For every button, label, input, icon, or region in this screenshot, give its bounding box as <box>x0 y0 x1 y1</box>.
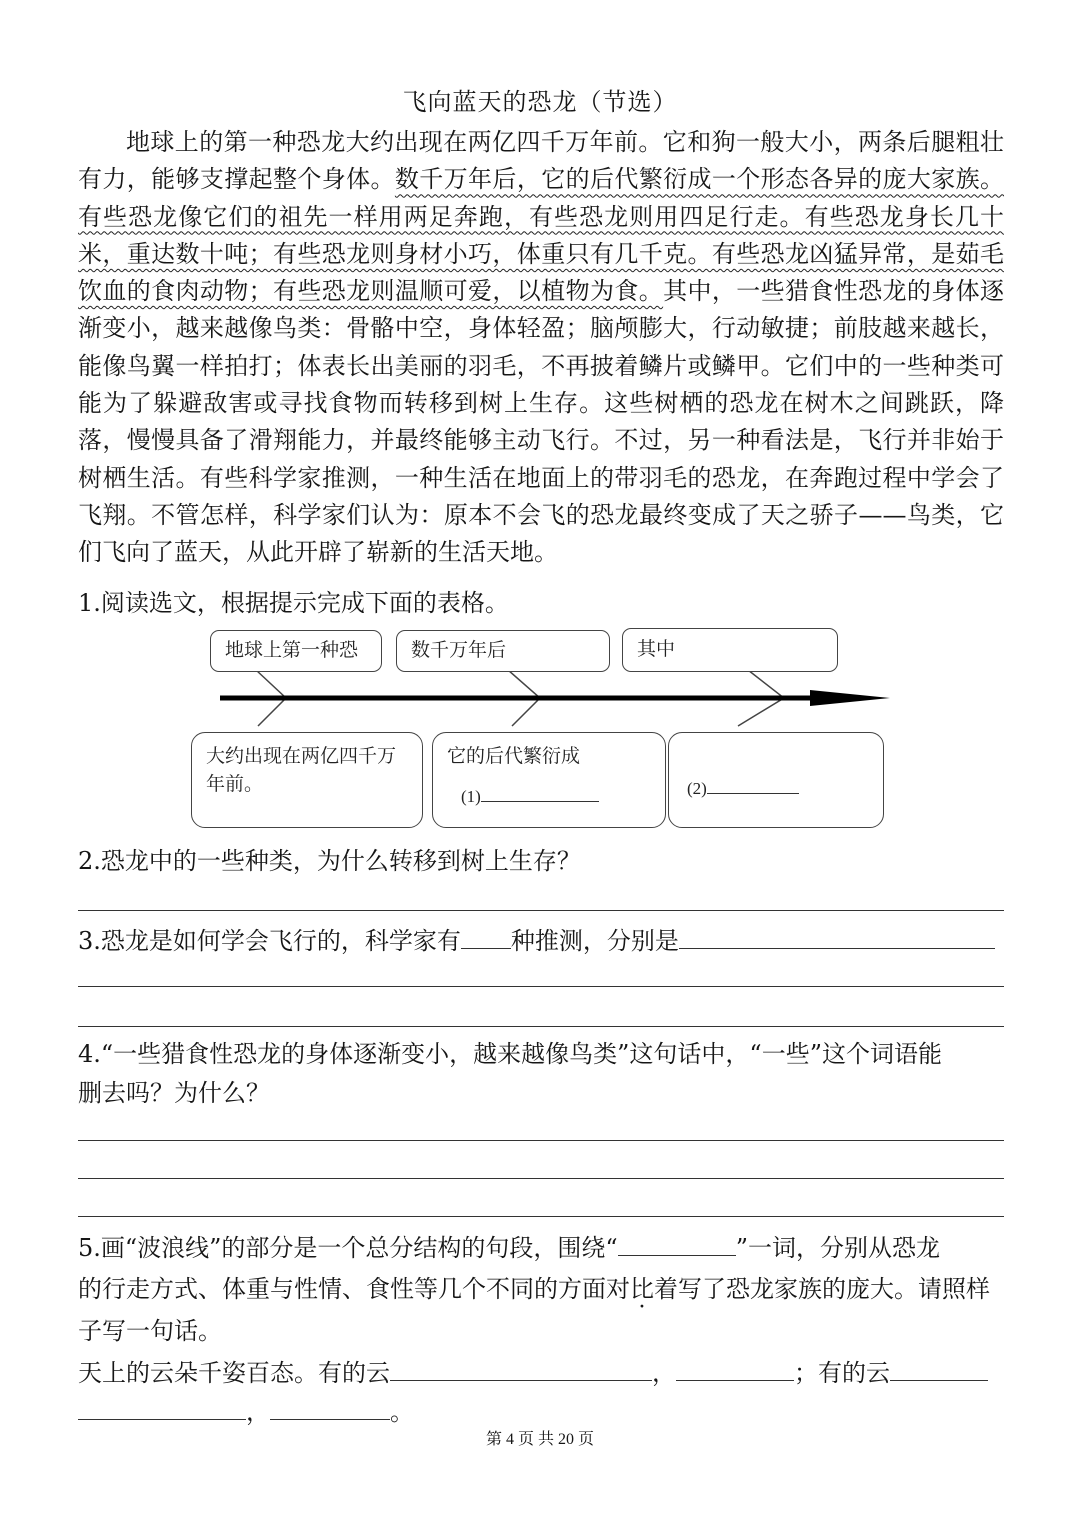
page-footer: 第 4 页 共 20 页 <box>485 1431 594 1448</box>
answer-line-q4-a[interactable] <box>78 1140 1004 1141</box>
question-1: 1.阅读选文，根据提示完成下面的表格。 <box>78 589 509 617</box>
bottom-box-3 <box>668 732 884 828</box>
question-5-example-cont: ， 。 <box>78 1393 1004 1429</box>
arrowhead <box>810 690 890 706</box>
passage-title: 飞向蓝天的恐龙（节选） <box>402 88 678 116</box>
passage-body <box>78 124 1004 572</box>
answer-line-q3-b[interactable] <box>78 1026 1004 1027</box>
answer-line-2[interactable] <box>707 775 799 794</box>
answer-blank-q5-a[interactable] <box>390 1354 652 1381</box>
timeline-diagram <box>188 624 900 834</box>
top-box-3: 其中 <box>622 628 838 672</box>
answer-line-q4-b[interactable] <box>78 1178 1004 1179</box>
passage-text-rest: 其中，一些猎食性恐龙的身体逐渐变小，越来越像鸟类：骨骼中空，身体轻盈；脑颅膨大，行动敏捷；前肢越来越长，能像鸟翼一样拍打；体表长出美丽的羽毛，不再披着鳞片或鳞甲。它们中的一些种类可能为了躲避敌害或寻找食物而转移到树上生存。这些树栖的恐龙在树木之间跳跃，降落，慢慢具备了滑翔能力，并最终能够主动飞行。不过，另一种看法是，飞行并非始于树栖生活。有些科学家推测，一种生活在地面上的带羽毛的恐龙，在奔跑过程中学会了飞翔。不管怎样，科学家们认为：原本不会飞的恐龙最终变成了天之骄子——鸟类，它们飞向了蓝天，从此开辟了崭新的生活天地。 <box>78 277 1005 567</box>
answer-blank-q5-b[interactable] <box>676 1354 794 1381</box>
question-5-example: 天上的云朵千姿百态。有的云 ， ；有的云 <box>78 1354 1004 1390</box>
wavy-underlined-section: 数千万年后，它的后代繁衍成一个形态各异的庞大家族。有些恐龙像它们的祖先一样用两足奔跑，有些恐龙则用四足行走。有些恐龙身长几十米，重达数十吨；有些恐龙则身材小巧，体重只有几千克。有些恐龙凶猛异常，是茹毛饮血的食肉动物；有些恐龙则温顺可爱，以植物为食。 <box>78 165 1005 306</box>
question-2: 2.恐龙中的一些种类，为什么转移到树上生存？ <box>78 847 581 875</box>
bottom-box-1: 大约出现在两亿四千万年前。 <box>191 732 423 828</box>
blank-2[interactable]: (2) <box>687 775 799 799</box>
question-3: 3.恐龙是如何学会飞行的，科学家有 种推测，分别是 <box>78 922 1004 958</box>
answer-blank-q5-word[interactable] <box>618 1229 736 1256</box>
top-box-1: 地球上第一种恐 <box>210 630 382 672</box>
top-box-2: 数千万年后 <box>396 630 610 672</box>
answer-blank-q5-d[interactable] <box>78 1393 246 1420</box>
bottom-box-2: 它的后代繁衍成 (1) <box>432 732 666 828</box>
passage-paragraph <box>78 124 1004 572</box>
answer-blank-q5-e[interactable] <box>270 1393 390 1420</box>
answer-line-1[interactable] <box>481 783 599 802</box>
question-5-line-2: 的行走方式、体重与性情、食性等几个不同的方面对比着写了恐龙家族的庞大。请照样 <box>78 1275 990 1303</box>
emphasis-dotted-word: 对比着 <box>606 1275 678 1303</box>
question-4-line-1: 4.“一些猎食性恐龙的身体逐渐变小，越来越像鸟类”这句话中，“一些”这个词语能 <box>78 1040 942 1068</box>
answer-line-q3-a[interactable] <box>78 986 1004 987</box>
question-5-line-3: 子写一句话。 <box>78 1317 222 1345</box>
blank-1[interactable]: (1) <box>461 783 599 807</box>
answer-blank-q5-c[interactable] <box>890 1354 988 1381</box>
question-4-line-2: 删去吗？为什么？ <box>78 1079 270 1107</box>
answer-blank-q3-count[interactable] <box>461 922 511 949</box>
answer-blank-q3-methods[interactable] <box>679 922 995 949</box>
question-5-line-1: 5.画“波浪线”的部分是一个总分结构的句段，围绕“ ”一词，分别从恐龙 <box>78 1229 1004 1265</box>
answer-line-q2[interactable] <box>78 910 1004 911</box>
answer-line-q4-c[interactable] <box>78 1216 1004 1217</box>
passage-text-intro: 地球上的第一种恐龙大约出现在两亿四千万年前。它和狗一般大小，两条后腿粗壮有力，能够支撑起整个身体。 <box>78 128 1004 194</box>
